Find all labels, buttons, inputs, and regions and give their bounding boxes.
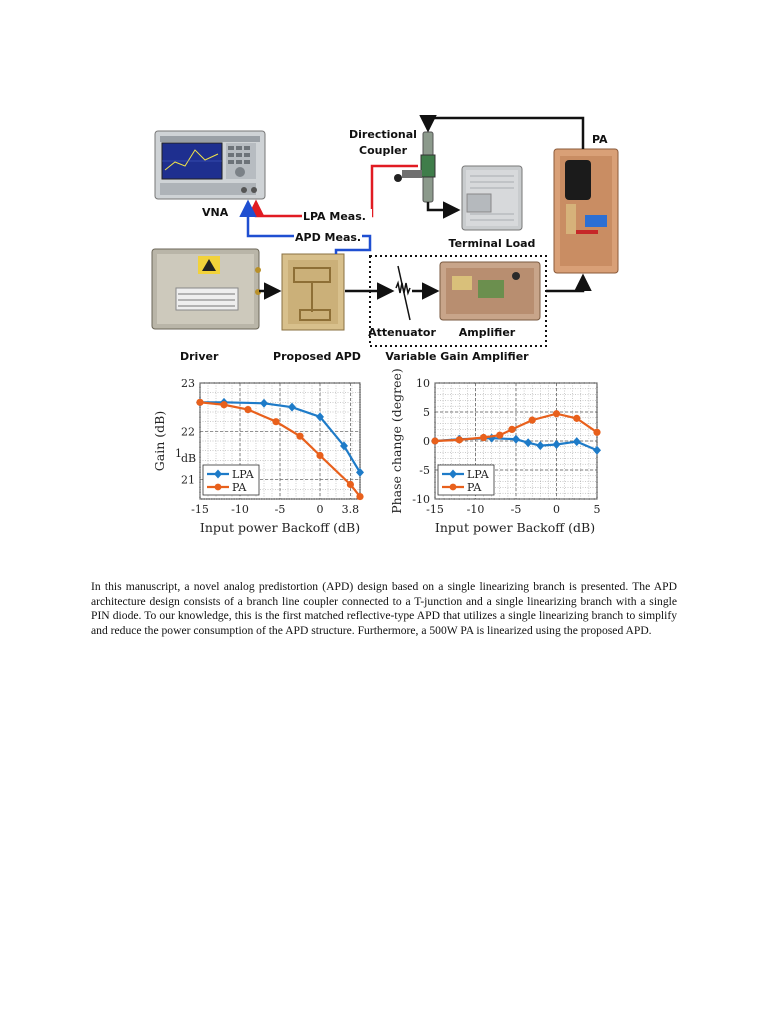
phase-y-tick: 5	[423, 406, 430, 419]
phase-chart-ylabel: Phase change (degree)	[389, 368, 404, 514]
gain-legend-label: LPA	[232, 468, 254, 481]
pa-to-coupler-arrow	[428, 118, 583, 149]
phase-x-tick: 5	[593, 503, 601, 516]
phase-y-tick: 10	[416, 377, 430, 390]
gain-x-tick: 0	[316, 503, 324, 516]
phase-x-tick: 0	[553, 503, 560, 516]
vga-label: Variable Gain Amplifier	[385, 350, 529, 363]
gain-point-pa	[272, 418, 279, 425]
gain-point-pa	[347, 481, 354, 488]
gain-point-pa	[296, 433, 303, 440]
terminal-load-label: Terminal Load	[448, 237, 536, 250]
gain-legend-marker	[215, 484, 222, 491]
phase-legend-marker	[450, 484, 457, 491]
phase-legend-label: PA	[467, 481, 482, 494]
phase-legend-label: LPA	[467, 468, 489, 481]
phase-chart	[389, 368, 601, 535]
gain-y-tick: 22	[181, 425, 195, 439]
one-db-marker: 1	[175, 447, 182, 460]
gain-chart-legend	[203, 465, 259, 495]
gain-x-tick: -15	[191, 503, 209, 516]
gain-chart	[152, 377, 364, 535]
apd-board-icon	[282, 254, 344, 330]
coupler-to-load-arrow	[428, 202, 458, 210]
phase-x-tick: -15	[426, 503, 444, 516]
vna-label: VNA	[202, 206, 229, 219]
phase-y-tick: 0	[423, 435, 430, 448]
gain-x-tick: -5	[274, 503, 286, 516]
phase-point-pa	[508, 426, 515, 433]
gain-x-tick: -10	[231, 503, 249, 516]
phase-y-tick: -10	[412, 493, 430, 506]
phase-point-pa	[573, 415, 580, 422]
lpa-meas-line	[256, 166, 418, 216]
pa-label: PA	[592, 133, 608, 146]
gain-legend-label: PA	[232, 481, 247, 494]
pa-module-icon	[554, 149, 618, 273]
phase-point-pa	[529, 417, 536, 424]
body-paragraph: In this manuscript, a novel analog predistortion (APD) design based on a single linearizing branch is presented. The APD architecture design consists of a branch line coupler connected to a T-junction and a single linearizing branch with a single PIN diode. To our knowledge, this is the first matched reflective-type APD that utilizes a single linearizing branch to simplify and reduce the power consumption of the APD structure. Furthermore, a 500W PA is linearized using the proposed APD.	[91, 580, 677, 637]
gain-chart-ylabel: Gain (dB)	[152, 410, 167, 472]
phase-point-pa	[431, 437, 438, 444]
gain-point-pa	[316, 452, 323, 459]
driver-label: Driver	[180, 350, 219, 363]
phase-chart-xlabel: Input power Backoff (dB)	[434, 520, 596, 535]
amplifier-module-icon	[440, 262, 540, 320]
gain-chart-xlabel: Input power Backoff (dB)	[199, 520, 361, 535]
phase-x-tick: -5	[510, 503, 522, 516]
vna-instrument-icon	[155, 131, 265, 199]
phase-point-pa	[456, 436, 463, 443]
phase-chart-legend	[438, 465, 494, 495]
gain-point-pa	[356, 493, 363, 500]
amplifier-label: Amplifier	[458, 326, 516, 339]
gain-x-tick: 3.8	[341, 503, 360, 516]
driver-module-icon	[152, 249, 261, 329]
coupler-label-line1: Directional	[349, 128, 417, 141]
gain-point-pa	[244, 406, 251, 413]
gain-point-pa	[196, 399, 203, 406]
phase-point-pa	[480, 434, 487, 441]
terminal-load-icon	[462, 166, 522, 230]
gain-y-tick: 23	[181, 377, 195, 390]
phase-y-tick: -5	[419, 464, 430, 477]
one-db-unit: dB	[181, 452, 197, 465]
coupler-label-line2: Coupler	[359, 144, 407, 157]
apd-meas-label: APD Meas.	[295, 231, 362, 244]
phase-point-pa	[496, 432, 503, 439]
proposed-apd-label: Proposed APD	[273, 350, 361, 363]
phase-x-tick: -10	[466, 503, 485, 516]
attenuator-label: Attenuator	[368, 326, 436, 339]
gain-y-tick: 21	[181, 473, 195, 487]
attenuator-symbol-icon	[396, 266, 410, 320]
phase-point-pa	[593, 429, 600, 436]
gain-point-pa	[220, 401, 227, 408]
vga-to-pa-arrow	[546, 276, 583, 291]
phase-point-pa	[553, 410, 560, 417]
lpa-meas-label: LPA Meas.	[303, 210, 366, 223]
